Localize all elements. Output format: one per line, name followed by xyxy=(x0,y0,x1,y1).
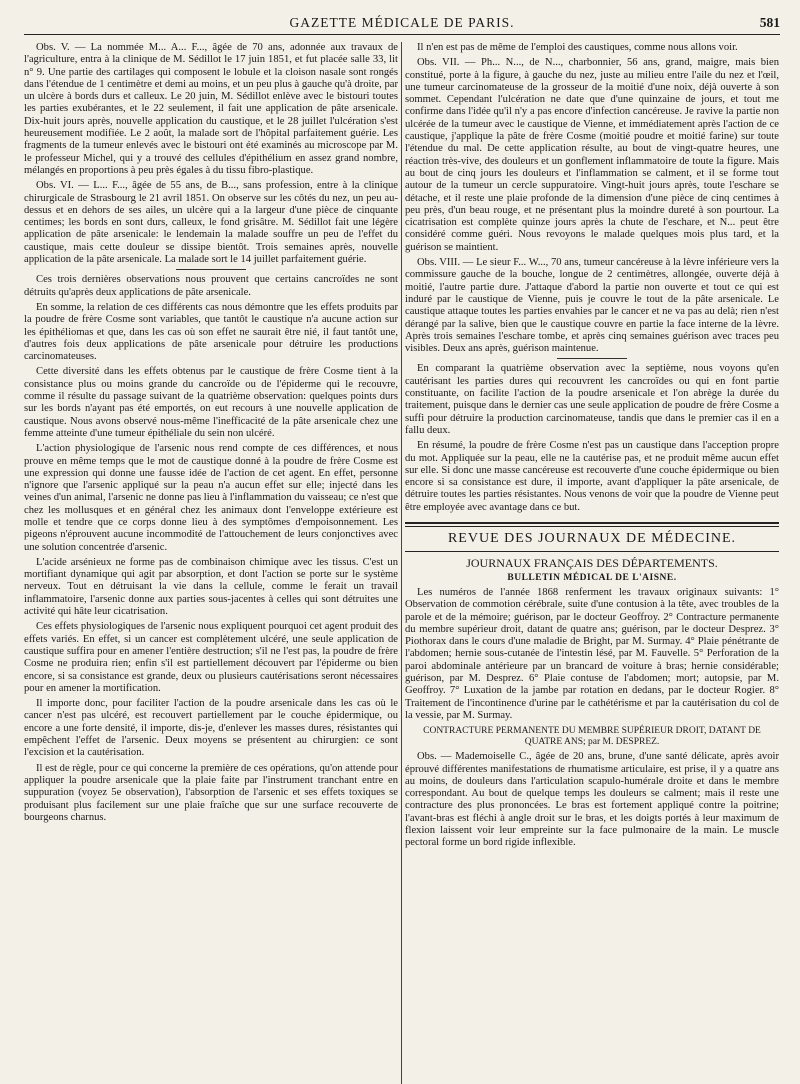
journal-title: GAZETTE MÉDICALE DE PARIS. xyxy=(289,15,515,30)
paragraph: L'acide arsénieux ne forme pas de combinaison chimique avec les tissus. C'est un mortifiant dynamique qui agit par absorption, et dont l'action se porte sur le système nerveux. Tout en détruisant la vie dans la cellule, comme le ferait un travail inflammatoire, l'arsenic donne aux parties sous-jacentes à celles qui sont détruites une activité qui hâte leur cicatrisation. xyxy=(24,556,398,618)
paragraph: En somme, la relation de ces différents cas nous démontre que les effets produits par la poudre de frère Cosme sont variables, que tantôt le caustique n'a aucune action sur les épithéliomas et que, dans les cas où son effet ne saurait être nié, il faut tantôt une, d'autres fois deux applications de pâte arsenicale pour détruire les productions carcinomateuses. xyxy=(24,301,398,363)
paragraph: Cette diversité dans les effets obtenus par le caustique de frère Cosme tient à la consistance plus ou moins grande du cancroïde ou de l'épiderme qui le recouvre, comme il résulte du passage suivant de la quatrième observation: quelques points durs sur les bords n'ayant pas été emportés, on eut recours à une nouvelle application de caustique. Nous avons observé nous-même l'inefficacité de la pâte arsenicale chez une femme atteinte d'une tumeur épithéliale du sein non ulcéré. xyxy=(24,366,398,439)
paragraph: L'action physiologique de l'arsenic nous rend compte de ces différences, et nous prouve en même temps que le mot de caustique donné à la poudre de frère Cosme est une expression qui donne une fausse idée de l'action de cet agent. En effet, personne n'ignore que l'arsenic appliqué sur la peau n'a aucun effet sur elle; injecté dans les veines d'un animal, l'arsenic ne donne pas lieu à l'inflammation du vaisseau; ce n'est que chez les mollusques et en général chez les animaux dont l'enveloppe extérieure est molle et tendre que ce corps donne lieu à des symptômes d'empoisonnement. Les pigeons n'éprouvent aucune incommodité de l'attouchement de leurs conjonctives avec une solution concentrée d'arsenic. xyxy=(24,443,398,553)
page-number: 581 xyxy=(759,15,780,30)
paragraph: Les numéros de l'année 1868 renferment les travaux originaux suivants: 1° Observation de commotion cérébrale, suite d'une contusion à la tête, avec troubles de la parole et de la mémoire; guérison, par le docteur Geoffroy. 2° Contracture permanente du membre supérieur droit, datant de quatre ans; guérison, par le docteur Desprez. 3° Piothorax dans le cours d'une maladie de Bright, par M. Surmay. 4° Plaie pénétrante de l'abdomen; hernie sous-cutanée de l'intestin lésé, par M. Fauvelle. 5° Perforation de la paroi abdominale antérieure par un brancard de voiture à bras; hernie considérable; guérison, par M. Desprez. 6° Plaie contuse de l'abdomen; mort; autopsie, par M. Geoffroy. 7° Luxation de la jambe par rotation en dedans, par le docteur Rogier. 8° Traitement de l'incontinence d'urine par le cathétérisme et par la cautérisation du col de la vessie, par M. Surmay. xyxy=(405,586,779,721)
bulletin-title: BULLETIN MÉDICAL DE L'AISNE. xyxy=(507,572,677,583)
divider xyxy=(176,269,246,270)
section-divider xyxy=(405,522,779,527)
paragraph: Il importe donc, pour faciliter l'action de la poudre arsenicale dans les cas où le cancer n'est pas ulcéré, est recouvert partiellement par le couche épidermique, ou encore a une forte densité, il importe, dis-je, d'enlever les masses dures, résistantes qui empêchent l'effet de l'arsenic. Deux moyens se présentent au chirurgien: ce sont l'excision et la cautérisation. xyxy=(24,698,398,759)
paragraph: Il n'en est pas de même de l'emploi des caustiques, comme nous allons voir. xyxy=(417,42,738,53)
paragraph: Obs. VI. — L... F..., âgée de 55 ans, de B..., sans profession, entre à la clinique chirurgicale de Strasbourg le 21 avril 1851. On observe sur les côtés du nez, un peu au-dessus et en dehors de ses ailes, un ulcère qui a la largeur d'une pièce de cinquante centimes; les bords en sont durs, calleux, le fond grisâtre. M. Sédillot fait une légère application de pâte arsenicale: le lendemain la malade souffre un peu de l'effet du caustique, mais cette douleur se dissipe bientôt. Trois semaines après, nouvelle application de la pâte arsenicale. La malade sort le 14 juillet parfaitement guérie. xyxy=(24,180,398,266)
article-title: CONTRACTURE PERMANENTE DU MEMBRE SUPÉRIEUR DROIT, DATANT DE QUATRE ANS; par M. DESPREZ. xyxy=(423,726,761,748)
paragraph: Il est de règle, pour ce qui concerne la première de ces opérations, qu'on attende pour appliquer la poudre arsenicale que la plaie faite par l'instrument tranchant entre en suppuration (voyez 5e observation), l'absorption de l'arsenic et ses effets toxiques se produisant plus facilement sur une plaie fraîche que sur une surface recouverte de bourgeons charnus. xyxy=(24,762,398,823)
paragraph: Ces trois dernières observations nous prouvent que certains cancroïdes ne sont détruits qu'après deux applications de pâte arsenicale. xyxy=(24,274,398,298)
paragraph: En résumé, la poudre de frère Cosme n'est pas un caustique dans l'acception propre du mot. Appliquée sur la peau, elle ne la cautérise pas, et ne produit même aucun effet sur elle. Si donc une masse cancéreuse est recouverte d'une couche épidermique ou bien encore si sa consistance est dure, il importe, avant d'appliquer la pâte arsenicale, de détruire toutes les parties résistantes. Nous venons de voir que la poudre de Vienne peut être employée avec avantage dans ce but. xyxy=(405,440,779,513)
divider xyxy=(557,358,627,359)
paragraph: Obs. V. — La nommée M... A... F..., âgée de 70 ans, adonnée aux travaux de l'agriculture, entra à la clinique de M. Sédillot le 17 juin 1851, et fut placée salle 33, lit n° 9. Une partie des cartilages qui composent le lobule et la cloison nasale sont rongés dans l'étendue de 1 centimètre et demi au moins, et un peu plus à gauche qu'à droite, par un ulcère à bords durs et calleux. Le 20 juin, M. Sédillot enlève avec le bistouri toutes les parties exubérantes, et le 22 seulement, il fait une application de pâte arsenicale. Dix-huit jours après, nouvelle application du caustique, et le 28 juillet l'ulcération s'est heureusement modifiée. Le 2 août, la malade sort de l'hôpital parfaitement guérie. Les fragments de la tumeur enlevés avec le bistouri ont été examinés au microscope par M. le professeur Michel, qui y a trouvé des cellules d'épithélium en assez grand nombre, mélangés en proportions à peu près égales à du tissu fibro-plastique. xyxy=(24,42,398,176)
section-title: REVUE DES JOURNAUX DE MÉDECINE. xyxy=(447,530,737,546)
page-header xyxy=(24,14,780,35)
paragraph: Obs. VIII. — Le sieur F... W..., 70 ans, tumeur cancéreuse à la lèvre inférieure vers la commissure gauche de la bouche, longue de 2 centimètres, allongée, ouverte déjà à moitié, l'autre partie dure. J'attaque d'abord la partie non ouverte et tout ce qui est induré par le caustique de Vienne, puis je couvre le tout de la pâte arsenicale. Le caustique attaque toutes les parties envahies par le cancer et ne va pas au delà; rien n'est dérangé par la salive, bien que le caustique couvre en partie la face interne de la lèvre. Après trois semaines l'eschare tombe, et après cinq semaines guérison avec traces peu visibles. Deux ans après, guérison maintenue. xyxy=(405,257,779,355)
section-divider xyxy=(405,551,779,552)
paragraph: Obs. VII. — Ph... N..., de N..., charbonnier, 56 ans, grand, maigre, mais bien constitué, porte à la figure, à gauche du nez, juste au milieu entre l'aile du nez et l'œil, une tumeur carcinomateuse de la grosseur de la moitié d'une noix, déjà ouverte à son sommet. Cependant l'ulcération ne date que d'une quinzaine de jours, et tout me confirme dans l'idée qu'il n'y a pas encore d'infection cancéreuse. Je ravive la partie non ulcérée de la tumeur avec le caustique de Vienne, et immédiatement après l'action de ce caustique, j'applique la pâte de frère Cosme (moitié poudre et moitié farine) sur toute l'étendue du mal. De cette application résulte, au bout de vingt-quatre heures, une réaction très-vive, des douleurs et un gonflement inflammatoire de toute la figure. Mais au bout de cinq jours les douleurs et l'inflammation se calment, et il se forme tout autour de la tumeur un cercle suppuratoire. Vingt-huit jours après, toute l'eschare se détache, et il reste une plaie profonde de la dimension d'une pièce de cinq centimes à peu près, d'un beau rouge, et ne présentant plus la moindre dureté à son pourtour. La cicatrisation est complète quinze jours après la chute de l'eschare, et N... peut être considéré comme guéri. Nous revoyons le malade quelques mois plus tard, et la guérison se maintient. xyxy=(405,57,779,253)
text-columns xyxy=(24,42,780,1084)
column-rule xyxy=(401,42,402,1084)
right-column xyxy=(405,42,779,1084)
left-column xyxy=(24,42,398,1084)
paragraph: Obs. — Mademoiselle C., âgée de 20 ans, brune, d'une santé délicate, après avoir éprouvé différentes manifestations de rhumatisme articulaire, est prise, il y a quatre ans au moins, de douleurs dans l'articulation scapulo-humérale droite et dans le membre correspondant. Au bout de quelque temps les douleurs se calment; mais il reste une contracture des plus prononcées. Le bras est fortement appliqué contre la poitrine; l'avant-bras est fléchi à angle droit sur le bras, et les doigts portés à leur maximum de flexion laissent voir leur empreinte sur la face pulmonaire de la main. Le muscle pectoral forme un bord rigide inflexible. xyxy=(405,751,779,849)
section-subtitle: JOURNAUX FRANÇAIS DES DÉPARTEMENTS. xyxy=(466,555,718,570)
paragraph: En comparant la quatrième observation avec la septième, nous voyons qu'en cautérisant les parties dures qui recouvrent les cancroïdes ou qui en font partie constituante, on facilite l'action de la poudre arsenicale et l'on abrège la durée du traitement, puisque dans le dernier cas une seule application de poudre de frère Cosme a suffi pour détruire la production carcinomateuse, tandis que dans le premier cas il en a fallu deux. xyxy=(405,363,779,436)
paragraph: Ces effets physiologiques de l'arsenic nous expliquent pourquoi cet agent produit des effets variés. En effet, si un cancer est complètement ulcéré, une seule application de caustique suffira pour en amener l'entière destruction; s'il ne l'est pas, la poudre de frère Cosme ne produira rien; enfin s'il est partiellement découvert par l'épiderme ou bien encore, si sa consistance est grande, deux ou plusieurs cautérisations seront nécessaires pour en amener la mortification. xyxy=(24,621,398,694)
